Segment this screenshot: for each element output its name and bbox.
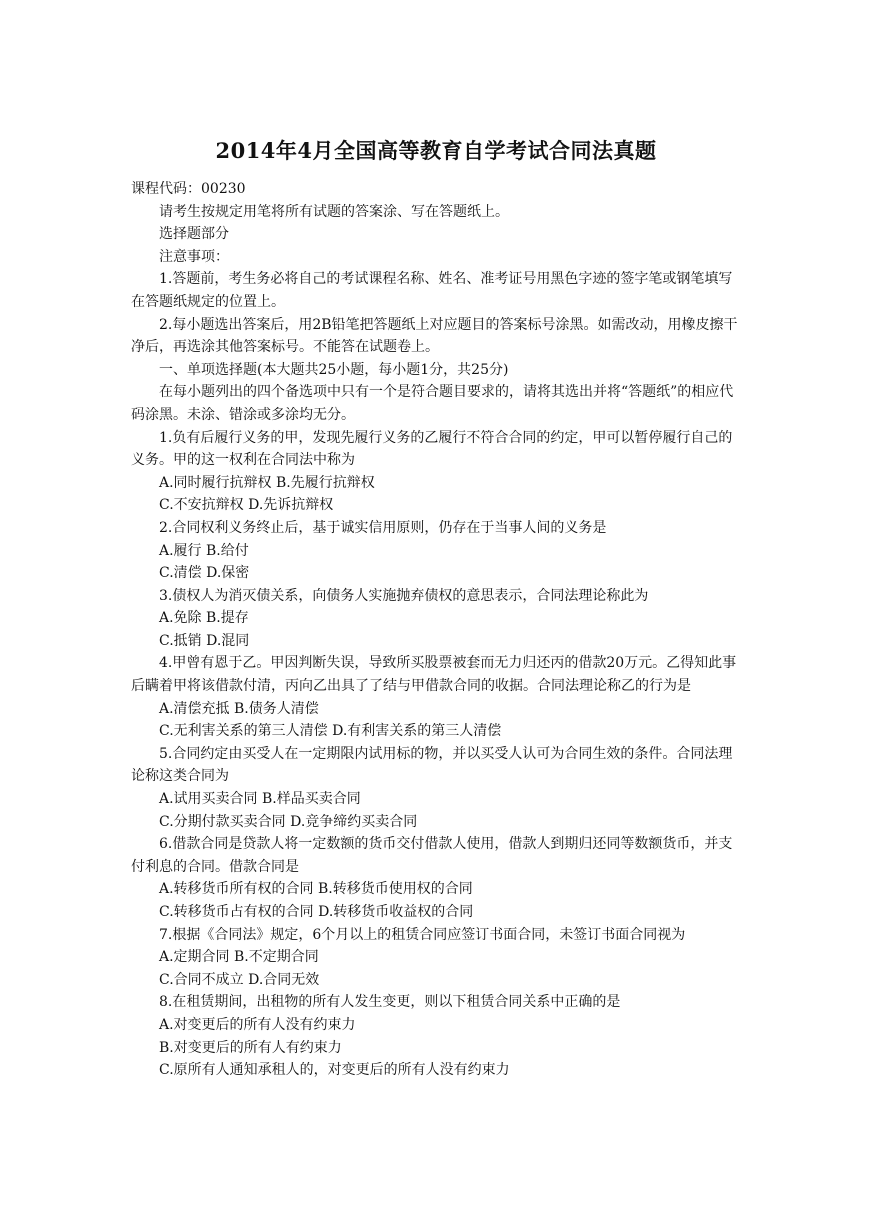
part1-description: 在每小题列出的四个备选项中只有一个是符合题目要求的，请将其选出并将“答题纸”的相应代码涂黑。未涂、错涂或多涂均无分。: [131, 384, 734, 423]
question-options: C.抵销 D.混同: [159, 632, 250, 649]
part1-heading: 一、单项选择题(本大题共25小题，每小题1分，共25分): [159, 361, 509, 378]
question-options: A.定期合同 B.不定期合同: [159, 949, 319, 966]
question-stem: 4.甲曾有恩于乙。甲因判断失误，导致所买股票被套而无力归还丙的借款20万元。乙得知此事后瞒着甲将该借款付清，丙向乙出具了了结与甲借款合同的收据。合同法理论称乙的行为是: [131, 655, 737, 695]
note-2: 2.每小题选出答案后，用2B铅笔把答题纸上对应题目的答案标号涂黑。如需改动，用橡皮擦干净后，再选涂其他答案标号。不能答在试题卷上。: [131, 316, 738, 356]
question-stem: 8.在租赁期间，出租物的所有人发生变更，则以下租赁合同关系中正确的是: [159, 994, 621, 1011]
question-options: A.试用买卖合同 B.样品买卖合同: [159, 791, 361, 808]
question-stem: 5.合同约定由买受人在一定期限内试用标的物，并以买受人认可为合同生效的条件。合同法理论称这类合同为: [131, 745, 733, 785]
question-options: A.同时履行抗辩权 B.先履行抗辩权: [159, 474, 375, 491]
document-title: 2014年4月全国高等教育自学考试合同法真题: [215, 138, 657, 163]
question-list: [131, 427, 741, 1082]
question-options: C.合同不成立 D.合同无效: [159, 971, 320, 988]
question-options: C.转移货币占有权的合同 D.转移货币收益权的合同: [159, 904, 474, 920]
question-options: B.对变更后的所有人有约束力: [159, 1039, 342, 1056]
question-options: A.清偿充抵 B.债务人清偿: [159, 700, 319, 717]
document-page: [131, 136, 741, 1082]
instruction: 请考生按规定用笔将所有试题的答案涂、写在答题纸上。: [159, 203, 509, 220]
question-options: C.清偿 D.保密: [159, 565, 250, 582]
question-stem: 6.借款合同是贷款人将一定数额的货币交付借款人使用，借款人到期归还同等数额货币，并支付利息的合同。借款合同是: [131, 836, 733, 875]
section-label: 选择题部分: [159, 226, 229, 243]
question-stem: 7.根据《合同法》规定，6个月以上的租赁合同应签订书面合同，未签订书面合同视为: [159, 926, 686, 943]
question-options: C.不安抗辩权 D.先诉抗辩权: [159, 497, 334, 514]
question-options: A.转移货币所有权的合同 B.转移货币使用权的合同: [159, 881, 473, 898]
question-options: C.原所有人通知承租人的，对变更后的所有人没有约束力: [159, 1062, 510, 1079]
question-options: A.对变更后的所有人没有约束力: [159, 1016, 356, 1033]
note-1: 1.答题前，考生务必将自己的考试课程名称、姓名、准考证号用黑色字迹的签字笔或钢笔填写在答题纸规定的位置上。: [131, 271, 733, 310]
question-stem: 3.债权人为消灭债关系，向债务人实施抛弃债权的意思表示，合同法理论称此为: [159, 587, 649, 604]
question-options: A.履行 B.给付: [159, 542, 249, 559]
course-code: 课程代码：00230: [131, 181, 246, 197]
question-options: C.分期付款买卖合同 D.竞争缔约买卖合同: [159, 813, 418, 830]
notes-label: 注意事项：: [159, 248, 229, 265]
question-stem: 2.合同权利义务终止后，基于诚实信用原则，仍存在于当事人间的义务是: [159, 519, 607, 536]
question-options: C.无利害关系的第三人清偿 D.有利害关系的第三人清偿: [159, 723, 502, 740]
question-stem: 1.负有后履行义务的甲，发现先履行义务的乙履行不符合合同的约定，甲可以暂停履行自己的义务。甲的这一权利在合同法中称为: [131, 429, 733, 469]
question-options: A.免除 B.提存: [159, 610, 249, 627]
